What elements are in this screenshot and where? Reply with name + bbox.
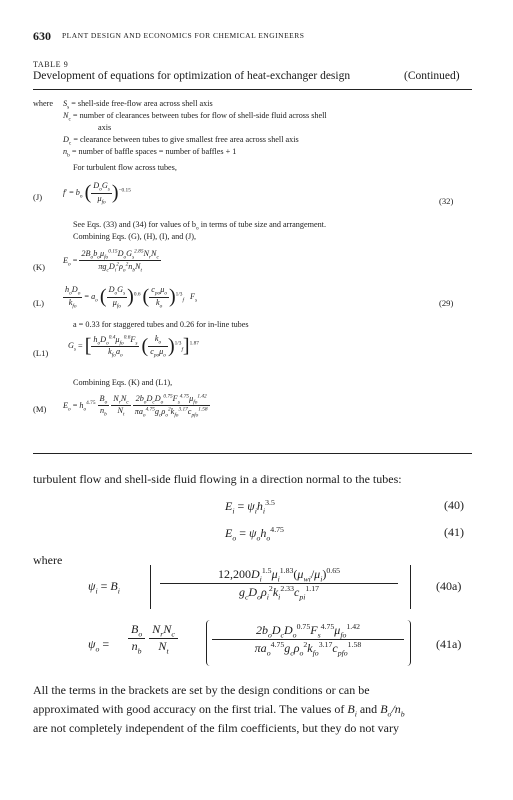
eq-k: $E_o$ = $\frac{2B_ob_o\mu_{fo}^{0.15}D_oG_s^{2.85}N_rN_c}{\pi g_cD_i^2\rho_o^2n_bN_t}$ (63, 248, 159, 274)
eq-l-number: (29) (439, 298, 454, 308)
eq-k-label: (K) (33, 262, 45, 272)
eq-j: $f' = b_o$ ( $\frac{D_oG_s}{\mu_{fo}}$ )$^{-0.15}$ (63, 181, 131, 206)
combining-text-1: Combining Eqs. (G), (H), (I), and (J), (73, 232, 197, 241)
eq-41a-lhs: $\psi_o$ = (88, 637, 110, 654)
eq-40a-lhs: $\psi_i = B_i$ (88, 579, 120, 596)
see-eqs-text: See Eqs. (33) and (34) for values of $b_o$ in terms of tube size and arrangement. (73, 220, 327, 232)
paragraph-line-3: are not completely independent of the film coefficients, but they do not vary (33, 721, 399, 735)
eq-41a-main-fraction: $\frac{2b_oD_cD_o^{0.75}F_s^{4.75}\mu_{fo}^{1.42}}{\pi a_o^{4.75}g_c\rho_o^2k_{fo}^{3.17}c_{pfo}^{1.58}}$ (212, 622, 404, 658)
definition-row: $D_c$ = clearance between tubes to give smallest free area across shell axis (63, 135, 299, 147)
eq-m: $E_o = h_o^{4.75}$ $\frac{B_o}{n_b}$ $\frac{N_rN_c}{N_t}$ $\frac{2b_oD_cD_o^{0.75}F_s^{4.75}\mu_{fo}^{1.42}}{\pi a_o^{4.75}g_c\rho_o^2k_{fo}^{3.17}c_{pfo}^{1.58}}$ (63, 393, 208, 419)
eq-j-label: (J) (33, 192, 43, 202)
eq-41a-fractions: $\frac{B_o}{n_b}$ $\frac{N_rN_c}{N_t}$ (128, 622, 178, 656)
definition-row: $N_c$ = number of clearances between tubes for flow of shell-side fluid across shell (63, 111, 327, 123)
table-label: TABLE 9 (33, 60, 69, 69)
eq-l-label: (L) (33, 298, 44, 308)
eq-41a-number: (41a) (436, 637, 462, 651)
eq-40a-number: (40a) (436, 579, 462, 593)
definition-row: $S_s$ = shell-side free-flow area across shell axis (63, 99, 213, 111)
where-label: where (33, 99, 54, 108)
eq-l1-label: (L1) (33, 348, 49, 358)
intro-text: turbulent flow and shell-side fluid flowing in a direction normal to the tubes: (33, 472, 402, 486)
paragraph-line-1: All the terms in the brackets are set by the design conditions or can be (33, 683, 370, 697)
definition-row-continued: axis (98, 123, 112, 132)
eq-41-number: (41) (444, 525, 464, 539)
table-continued: (Continued) (404, 70, 460, 82)
eq-l: $\frac{h_oD_o}{k_{fo}}$ = $a_o$ ( $\frac{D_oG_s}{\mu_{fo}}$ )$^{0.6}$ ( $\frac{c_{po}\mu_o}{k_o}$ )$^{1/3}_f$ $F_s$ (65, 285, 198, 310)
eq-40a-fraction: $\frac{12,200D_i^{1.5}\mu_i^{1.83}(\mu_{wi}/\mu_i)^{0.65}}{g_cD_o\rho_i^2k_i^{2.33}c_{pi}^{1.17}}$ (160, 566, 398, 602)
eq-40-number: (40) (444, 498, 464, 512)
paragraph-line-2: approximated with good accuracy on the first trial. The values of $B_i$ and $B_o/n_b$ (33, 702, 405, 719)
eq-40: $E_i = \psi_ih_i^{3.5}$ (225, 498, 275, 516)
running-title: PLANT DESIGN AND ECONOMICS FOR CHEMICAL ENGINEERS (62, 31, 305, 40)
eq-j-number: (32) (439, 196, 454, 206)
a-note: a = 0.33 for staggered tubes and 0.26 for in-line tubes (73, 320, 249, 329)
where-text: where (33, 553, 63, 567)
table-title: Development of equations for optimization of heat-exchanger design (33, 70, 351, 82)
table-bottom-rule (33, 453, 472, 454)
turbulent-note: For turbulent flow across tubes, (73, 163, 177, 172)
eq-m-label: (M) (33, 404, 47, 414)
combining-text-2: Combining Eqs. (K) and (L1), (73, 378, 173, 387)
page-number: 630 (33, 29, 51, 43)
eq-l1: $G_s$ = [ $\frac{h_oD_o^{0.4}\mu_{fo}^{0.6}F_s}{k_{fo}a_o}$ ( $\frac{k_o}{c_{po}\mu_o}$ )$^{1/3}_f$]$^{1.87}$ (68, 334, 199, 360)
definition-row: $n_b$ = number of baffle spaces = number of baffles + 1 (63, 147, 237, 159)
table-top-rule (33, 89, 472, 90)
eq-41: $E_o = \psi_oh_o^{4.75}$ (225, 525, 284, 543)
